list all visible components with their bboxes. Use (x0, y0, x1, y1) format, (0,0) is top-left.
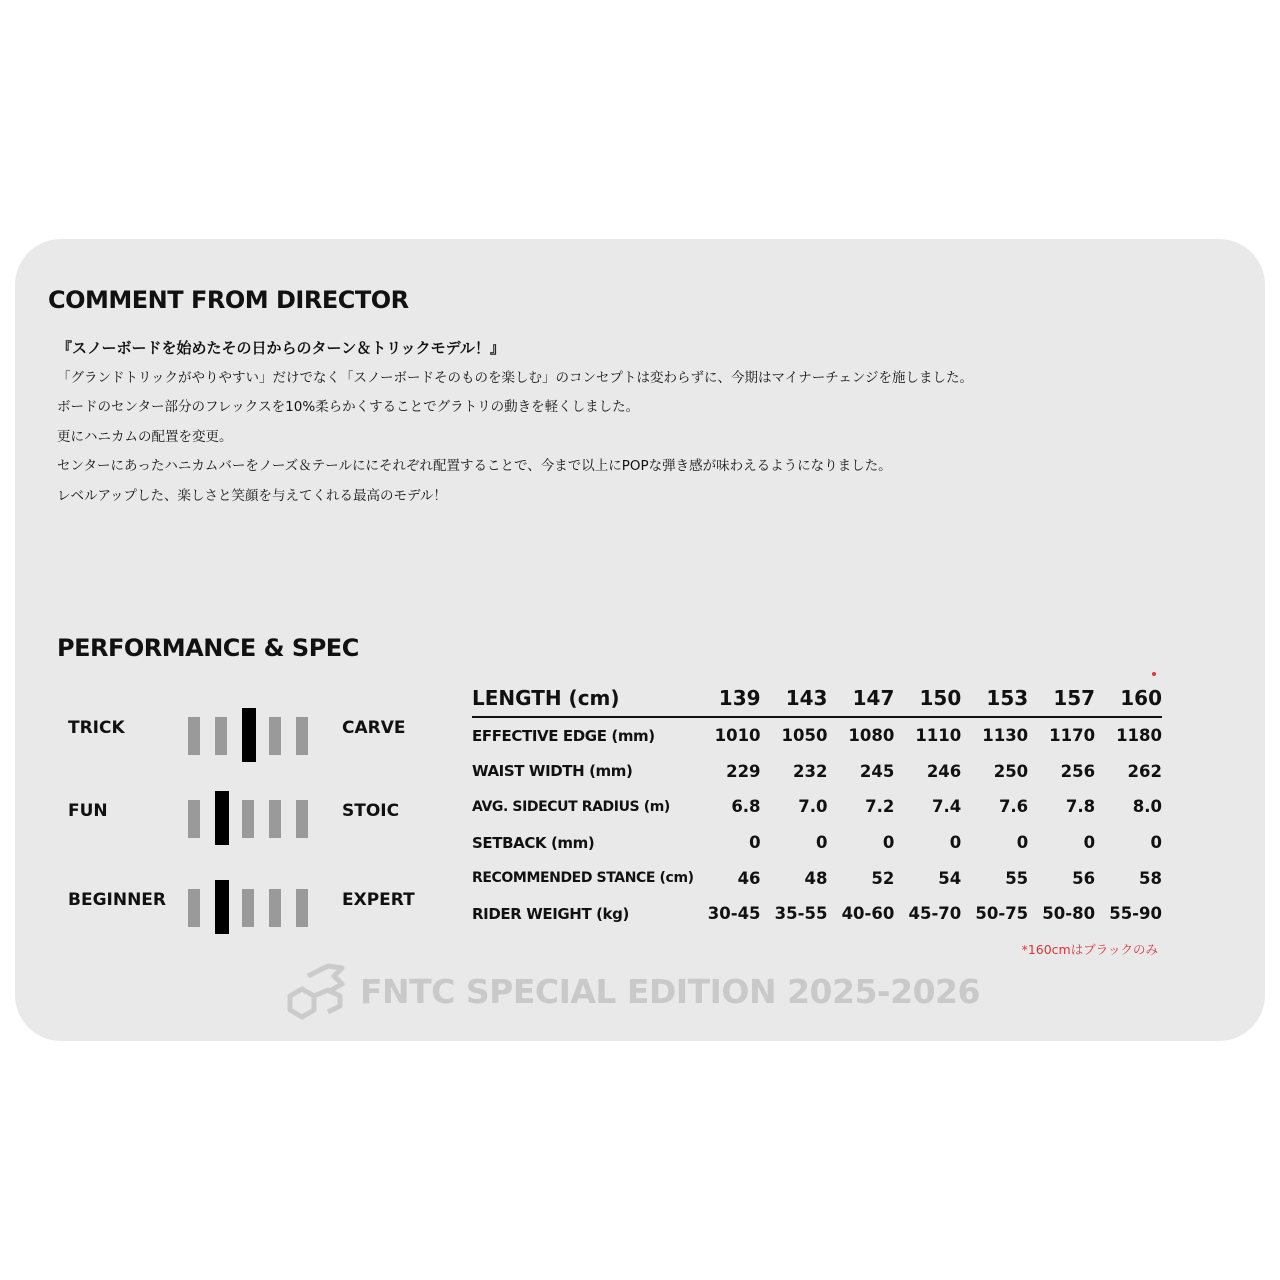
performance-title: PERFORMANCE & SPEC (57, 634, 359, 662)
spec-row-label: WAIST WIDTH (mm) (472, 762, 633, 781)
comment-line: レベルアップした、楽しさと笑顔を与えてくれる最高のモデル！ (57, 487, 447, 504)
length-cell: 143 (761, 680, 828, 717)
spec-value: 0 (1083, 833, 1096, 853)
spec-value: 1050 (781, 726, 828, 746)
length-cell: 147 (827, 680, 894, 717)
spec-table-wrap (472, 680, 1162, 932)
spec-value: 246 (926, 761, 962, 781)
length-cell: 160 (1095, 680, 1162, 717)
spec-row (472, 754, 1162, 790)
slider-tick (188, 800, 200, 838)
footer-text: FNTC SPECIAL EDITION 2025-2026 (360, 972, 980, 1011)
spec-row (472, 896, 1162, 932)
spec-value: 50-80 (1042, 904, 1096, 924)
slider-marker (215, 880, 229, 934)
slider-tick (269, 889, 281, 927)
spec-value: 48 (804, 868, 828, 888)
spec-value: 0 (882, 833, 895, 853)
spec-value: 54 (938, 868, 962, 888)
slider-right-label: CARVE (342, 718, 406, 738)
spec-value: 7.0 (798, 797, 828, 817)
slider-tick (269, 800, 281, 838)
slider-scale (188, 870, 318, 930)
spec-value: 229 (726, 761, 761, 781)
slider-right-label: STOIC (342, 801, 400, 821)
spec-value: 256 (1060, 761, 1096, 781)
spec-value: 0 (749, 833, 761, 853)
comment-lead: 『スノーボードを始めたその日からのターン＆トリックモデル！』 (57, 339, 505, 357)
spec-value: 35-55 (774, 904, 828, 924)
slider-tick (215, 717, 227, 755)
slider-left-label: TRICK (68, 718, 125, 738)
spec-value: 7.6 (998, 797, 1029, 817)
slider-left-label: FUN (68, 801, 108, 821)
spec-row-label: EFFECTIVE EDGE (mm) (472, 726, 655, 745)
fntc-logo-icon (284, 962, 348, 1020)
spec-value: 7.2 (865, 797, 895, 817)
spec-row (472, 789, 1162, 825)
spec-value: 46 (737, 868, 761, 888)
spec-value: 8.0 (1132, 797, 1162, 817)
spec-value: 1170 (1049, 726, 1096, 746)
slider-left-label: BEGINNER (68, 890, 167, 910)
spec-row (472, 860, 1162, 896)
spec-value: 1130 (982, 726, 1029, 746)
slider-tick (296, 717, 308, 755)
spec-row-label: RECOMMENDED STANCE (cm) (472, 870, 694, 887)
spec-value: 0 (1150, 833, 1162, 853)
spec-value: 30-45 (707, 904, 761, 924)
slider-row-fun-stoic (68, 781, 428, 841)
spec-value: 250 (993, 761, 1029, 781)
spec-value: 0 (1016, 833, 1029, 853)
spec-value: 6.8 (731, 797, 761, 817)
slider-tick (242, 889, 254, 927)
comment-line: 「グランドトリックがやりやすい」だけでなく「スノーボードそのものを楽しむ」のコンセプトは変わらずに、今期はマイナーチェンジを施しました。 (57, 369, 974, 386)
slider-tick (242, 800, 254, 838)
spec-value: 1110 (915, 726, 962, 746)
note-marker (1152, 672, 1156, 676)
length-cell: 153 (961, 680, 1028, 717)
spec-value: 40-60 (841, 904, 895, 924)
slider-row-trick-carve (68, 698, 428, 758)
spec-value: 1080 (848, 726, 895, 746)
spec-value: 55-90 (1109, 904, 1162, 924)
spec-value: 0 (949, 833, 962, 853)
slider-tick (296, 889, 308, 927)
spec-row (472, 825, 1162, 861)
spec-value: 7.8 (1065, 797, 1096, 817)
comment-line: ボードのセンター部分のフレックスを10%柔らかくすることでグラトリの動きを軽くしました。 (57, 399, 640, 415)
comment-line: 更にハニカムの配置を変更。 (57, 428, 233, 445)
slider-row-beginner-expert (68, 870, 428, 930)
slider-marker (215, 791, 229, 845)
spec-value: 56 (1072, 868, 1096, 888)
spec-value: 232 (793, 761, 828, 781)
spec-row-label: RIDER WEIGHT (kg) (472, 904, 629, 923)
spec-value: 0 (815, 833, 828, 853)
slider-tick (188, 717, 200, 755)
spec-value: 245 (859, 761, 895, 781)
length-cell: 157 (1028, 680, 1095, 717)
slider-scale (188, 698, 318, 758)
length-header: LENGTH (cm) (472, 680, 694, 717)
spec-row-label: AVG. SIDECUT RADIUS (m) (472, 798, 670, 815)
comment-title: COMMENT FROM DIRECTOR (48, 286, 409, 314)
spec-value: 52 (871, 868, 895, 888)
comment-line: センターにあったハニカムバーをノーズ＆テールににそれぞれ配置することで、今まで以上にPOPな弾き感が味わえるようになりました。 (57, 458, 892, 474)
spec-row-label: SETBACK (mm) (472, 833, 595, 852)
slider-tick (188, 889, 200, 927)
spec-value: 1180 (1116, 726, 1162, 746)
slider-right-label: EXPERT (342, 890, 415, 910)
length-cell: 139 (694, 680, 761, 717)
spec-value: 50-75 (975, 904, 1029, 924)
director-comment (57, 334, 1207, 511)
spec-row (472, 717, 1162, 754)
spec-header-row (472, 680, 1162, 717)
length-cell: 150 (894, 680, 961, 717)
slider-scale (188, 781, 318, 841)
slider-tick (296, 800, 308, 838)
spec-table (472, 680, 1162, 932)
slider-marker (242, 708, 256, 762)
spec-value: 7.4 (932, 797, 962, 817)
spec-value: 1010 (714, 726, 761, 746)
slider-tick (269, 717, 281, 755)
spec-value: 58 (1139, 868, 1162, 888)
color-note: *160cmはブラックのみ (1021, 942, 1158, 957)
spec-value: 262 (1127, 761, 1162, 781)
spec-value: 55 (1005, 868, 1029, 888)
spec-value: 45-70 (908, 904, 962, 924)
